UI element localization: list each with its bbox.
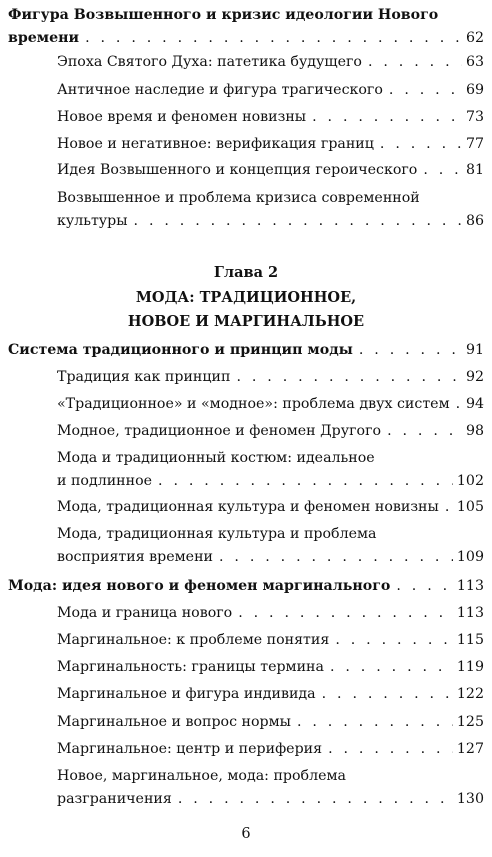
- entry-title: культуры: [57, 213, 128, 229]
- chapter-number: Глава 2: [213, 264, 279, 281]
- dot-leader: [322, 686, 453, 702]
- entry-page-number: 130: [456, 791, 484, 807]
- entry-title: Античное наследие и фигура трагического: [57, 82, 383, 98]
- dot-leader: [312, 109, 462, 125]
- dot-leader: [134, 213, 462, 229]
- entry-title: Мода, традиционная культура и феномен новизны: [57, 499, 439, 515]
- entry-title: Маргинальное: центр и периферия: [57, 741, 323, 757]
- entry-title: разграничения: [57, 791, 172, 807]
- entry-title: Модное, традиционное и феномен Другого: [57, 423, 382, 439]
- dot-leader: [219, 549, 453, 565]
- entry-page-number: 119: [456, 659, 484, 675]
- entry-title: Новое время и феномен новизны: [57, 109, 307, 125]
- entry-page-number: 127: [456, 741, 484, 757]
- dot-leader: [297, 714, 453, 730]
- dot-leader: [178, 791, 453, 807]
- dot-leader: [396, 578, 453, 594]
- dot-leader: [368, 54, 462, 70]
- dot-leader: [445, 499, 453, 515]
- entry-page-number: 77: [465, 136, 484, 152]
- dot-leader: [238, 605, 453, 621]
- dot-leader: [236, 369, 462, 385]
- entry-title: Маргинальное и вопрос нормы: [57, 714, 291, 730]
- entry-page-number: 91: [465, 342, 484, 358]
- dot-leader: [330, 659, 453, 675]
- entry-page-number: 105: [456, 499, 484, 515]
- entry-title: Мода и традиционный костюм: идеальное: [57, 450, 375, 466]
- entry-title: Новое и негативное: верификация границ: [57, 136, 374, 152]
- entry-page-number: 98: [465, 423, 484, 439]
- entry-page-number: 94: [465, 396, 484, 412]
- entry-title: Маргинальность: границы термина: [57, 659, 324, 675]
- entry-title: Традиция как принцип: [57, 369, 231, 385]
- entry-page-number: 69: [465, 82, 484, 98]
- chapter-title-line-1: МОДА: ТРАДИЦИОННОЕ,: [135, 289, 357, 306]
- dot-leader: [335, 632, 453, 648]
- entry-page-number: 109: [456, 549, 484, 565]
- entry-page-number: 73: [465, 109, 484, 125]
- entry-title: Возвышенное и проблема кризиса современной: [57, 190, 420, 206]
- entry-title: Идея Возвышенного и концепция героического: [57, 162, 418, 178]
- entry-title: времени: [8, 30, 80, 46]
- entry-title: Мода: идея нового и феномен маргинального: [8, 578, 391, 594]
- entry-page-number: 92: [465, 369, 484, 385]
- entry-page-number: 102: [456, 473, 484, 489]
- dot-leader: [389, 82, 462, 98]
- dot-leader: [423, 162, 462, 178]
- entry-page-number: 125: [456, 714, 484, 730]
- entry-title: Фигура Возвышенного и кризис идеологии Нового: [8, 7, 439, 23]
- entry-title: «Традиционное» и «модное»: проблема двух систем: [57, 396, 450, 412]
- chapter-title-line-2: НОВОЕ И МАРГИНАЛЬНОЕ: [127, 313, 365, 330]
- entry-title: и подлинное: [57, 473, 153, 489]
- entry-title: Маргинальное: к проблеме понятия: [57, 632, 330, 648]
- entry-page-number: 113: [456, 605, 484, 621]
- entry-title: Эпоха Святого Духа: патетика будущего: [57, 54, 362, 70]
- dot-leader: [359, 342, 462, 358]
- entry-page-number: 62: [465, 30, 484, 46]
- dot-leader: [380, 136, 462, 152]
- entry-page-number: 81: [465, 162, 484, 178]
- entry-title: Новое, маргинальное, мода: проблема: [57, 768, 346, 784]
- dot-leader: [85, 30, 462, 46]
- entry-page-number: 63: [465, 54, 484, 70]
- entry-title: Мода, традиционная культура и проблема: [57, 526, 377, 542]
- entry-page-number: 113: [456, 578, 484, 594]
- entry-title: Мода и граница нового: [57, 605, 233, 621]
- dot-leader: [158, 473, 453, 489]
- entry-title: Система традиционного и принцип моды: [8, 342, 353, 358]
- entry-page-number: 86: [465, 213, 484, 229]
- entry-page-number: 122: [456, 686, 484, 702]
- dot-leader: [456, 396, 462, 412]
- page-number: 6: [241, 826, 251, 842]
- entry-title: восприятия времени: [57, 549, 213, 565]
- entry-page-number: 115: [456, 632, 484, 648]
- entry-title: Маргинальное и фигура индивида: [57, 686, 316, 702]
- dot-leader: [328, 741, 453, 757]
- dot-leader: [387, 423, 462, 439]
